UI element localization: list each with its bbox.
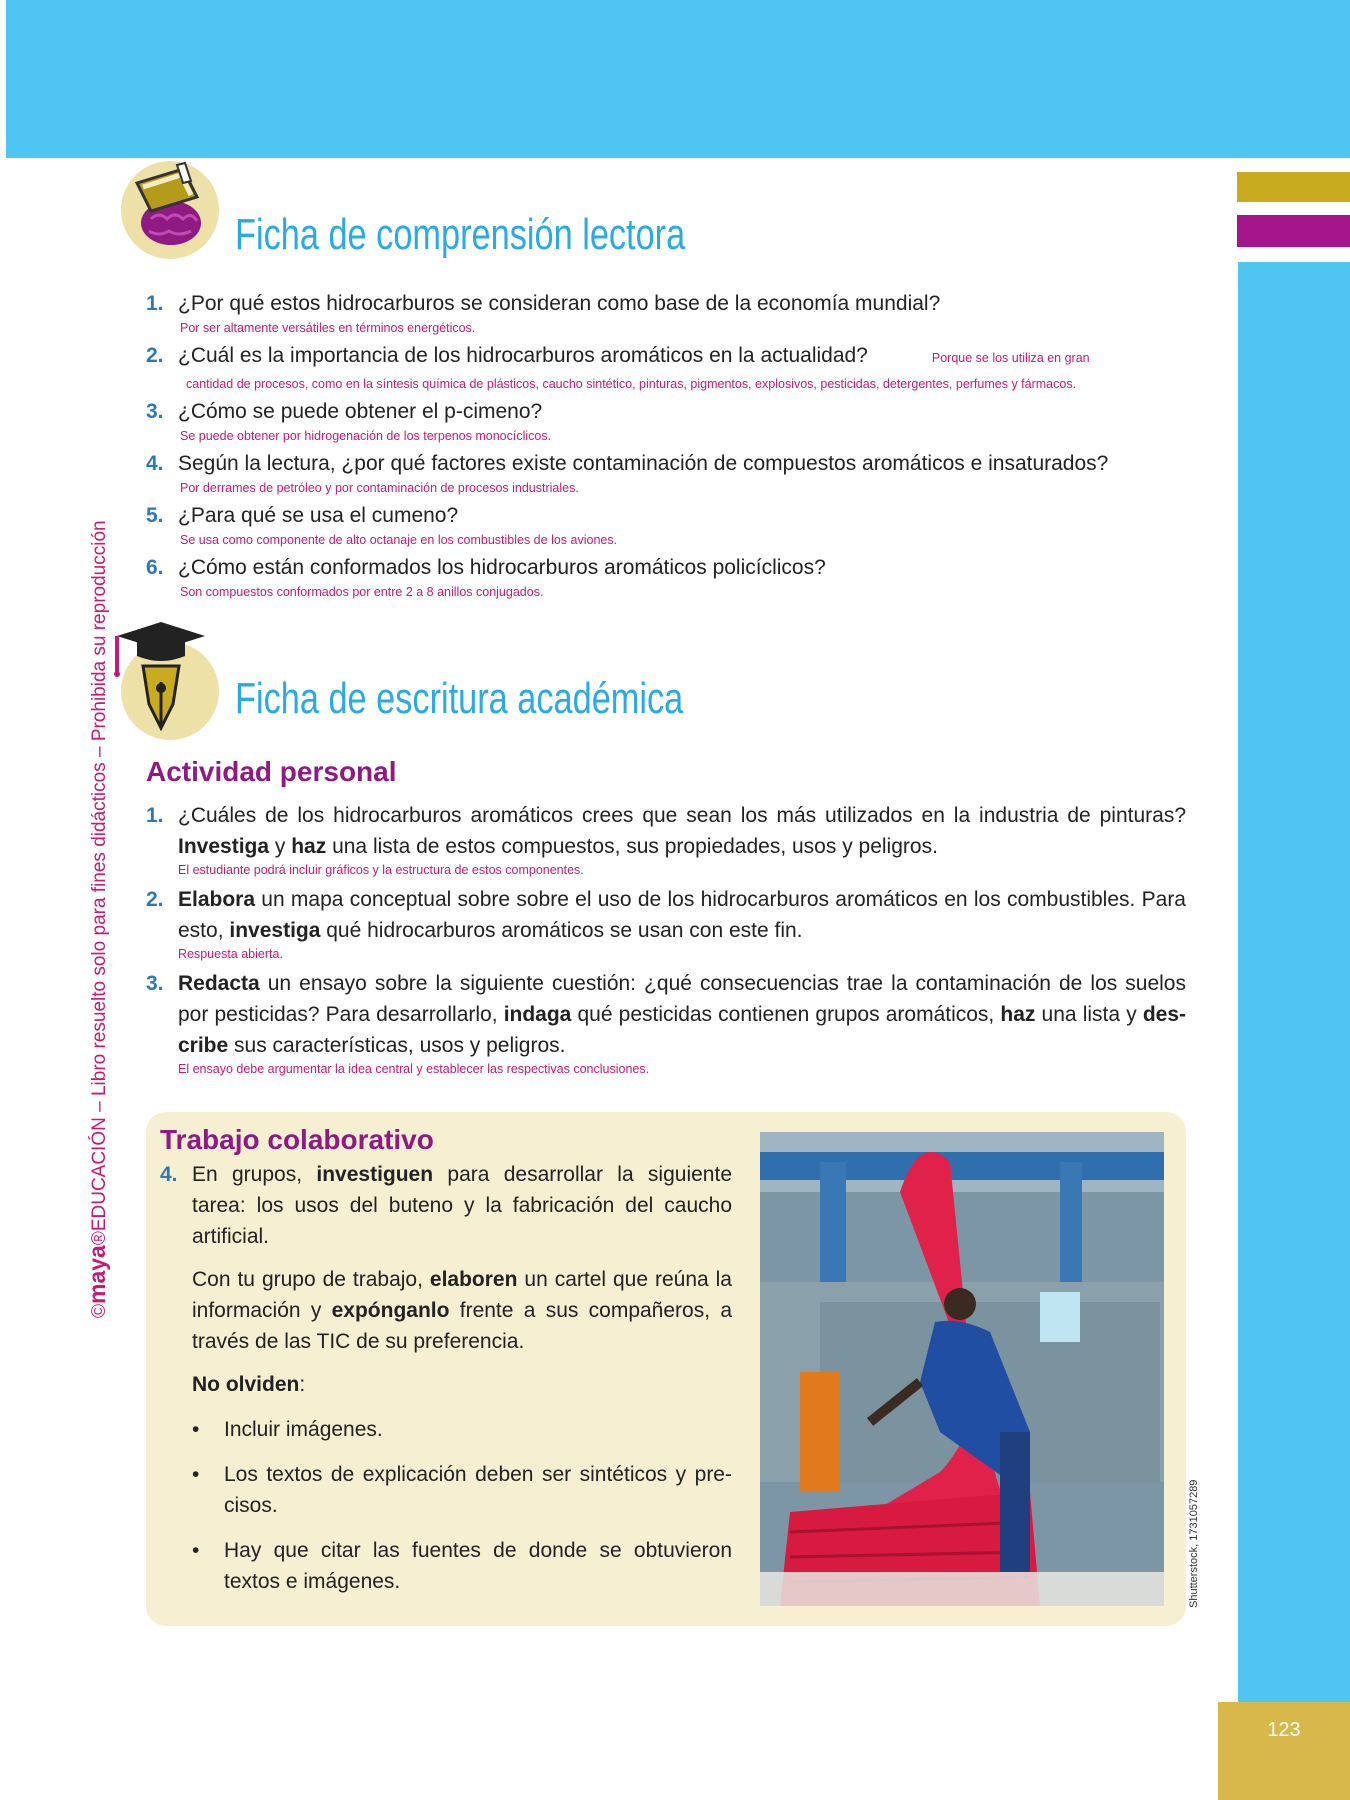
text-bold: elaboren	[429, 1268, 518, 1291]
brain-book-icon	[121, 161, 219, 259]
text-run: En grupos,	[192, 1163, 317, 1186]
text-bold: Investiga	[178, 835, 270, 858]
question-text: ¿Cómo se puede obtener el p-cimeno?	[178, 400, 543, 423]
question-item	[146, 292, 1186, 316]
activity-text	[178, 968, 1186, 1061]
question-item	[146, 400, 1186, 424]
list-item-text: Hay que citar las fuentes de donde se obtuvieron textos e imágenes.	[224, 1539, 732, 1593]
answer-text: El ensayo debe argumentar la idea central y establecer las respectivas conclusiones.	[178, 1062, 650, 1076]
list-item	[192, 1459, 732, 1521]
side-note-text: EDUCACIÓN – Libro resuelto solo para fines didácticos – Prohibida su reproducción	[89, 520, 110, 1232]
text-run: para desarrollar la siguiente tarea: los usos del buteno y la fabricación del caucho artificial.	[192, 1163, 732, 1248]
question-item	[146, 452, 1186, 476]
registered-symbol: ®	[89, 1231, 110, 1246]
header-band	[0, 0, 1350, 158]
header-edge	[0, 0, 6, 158]
text-bold: investiga	[229, 919, 321, 942]
text-bold: expónganlo	[331, 1299, 450, 1322]
text-run: un cartel que reúna la información y	[192, 1268, 732, 1322]
reminder-list	[192, 1414, 732, 1597]
subtitle-trabajo-colaborativo: Trabajo colaborativo	[160, 1124, 434, 1155]
answer-text: Se puede obtener por hidrogenación de los terpenos monocíclicos.	[180, 429, 552, 443]
page-number: 123	[1218, 1702, 1350, 1800]
collab-activity	[160, 1159, 732, 1597]
question-number: 2.	[146, 344, 164, 367]
question-text: ¿Para qué se usa el cumeno?	[178, 504, 459, 527]
text-run: sus características, usos y peligros.	[228, 1034, 566, 1057]
photo-credit: Shutterstock, 1731057289	[1188, 1479, 1200, 1608]
personal-activities	[146, 800, 1186, 1083]
question-text: ¿Cómo están conformados los hidrocarburos aromáticos policíclicos?	[178, 556, 826, 579]
text-run: qué pesticidas contienen grupos aromáticos,	[571, 1003, 1001, 1026]
text-run: :	[299, 1373, 306, 1396]
answer-text: Se usa como componente de alto octanaje en los combustibles de los aviones.	[180, 533, 618, 547]
list-item-text: Los textos de explicación deben ser sintéticos y precisos.	[224, 1463, 732, 1517]
text-run: qué hidrocarburos aromáticos se usan con este fin.	[320, 919, 803, 942]
collab-body	[192, 1159, 732, 1597]
collab-paragraph	[192, 1264, 732, 1357]
activity-number: 4.	[160, 1163, 178, 1186]
answer-text: El estudiante podrá incluir gráficos y la estructura de estos componentes.	[178, 863, 584, 877]
text-bold: haz	[1000, 1003, 1036, 1026]
brand-logo-text: maya	[84, 1245, 110, 1304]
gold-tab-marker	[1237, 172, 1350, 202]
list-item	[192, 1414, 732, 1445]
text-run: y	[269, 835, 292, 858]
question-text: Según la lectura, ¿por qué factores existe contaminación de compuestos aromáticos e insaturados?	[178, 452, 1109, 475]
text-bold: Elabora	[178, 888, 256, 911]
magenta-tab-marker	[1237, 215, 1350, 247]
text-bold: indaga	[503, 1003, 572, 1026]
question-item	[146, 344, 1186, 372]
question-number: 1.	[146, 292, 164, 315]
question-number: 4.	[146, 452, 164, 475]
text-run: Con tu grupo de trabajo,	[192, 1268, 430, 1291]
question-number: 3.	[146, 400, 164, 423]
answer-text: Por ser altamente versátiles en términos energéticos.	[180, 321, 476, 335]
answer-text: Son compuestos conformados por entre 2 a 8 anillos conjugados.	[180, 585, 544, 599]
text-run: una lista de estos compuestos, sus propiedades, usos y peligros.	[326, 835, 938, 858]
activity-number: 2.	[146, 888, 164, 911]
answer-text: Porque se los utiliza en gran	[931, 351, 1090, 365]
reminder-label	[192, 1369, 732, 1400]
question-text: ¿Cuál es la importancia de los hidrocarburos aromáticos en la actualidad?	[178, 344, 868, 367]
text-run: un ensayo sobre la siguiente cuestión: ¿qué consecuencias trae la contaminación de los suelos por pesticidas? Para desarrollarlo,	[178, 972, 1186, 1026]
activity-item	[146, 800, 1186, 862]
text-bold: No olviden	[192, 1373, 300, 1396]
collaborative-work-panel	[146, 1112, 1186, 1626]
right-sidebar-strip	[1238, 262, 1350, 1702]
section-title-escritura: Ficha de escritura académica	[235, 674, 684, 723]
bullet-icon: •	[192, 1463, 200, 1486]
list-item-text: Incluir imágenes.	[224, 1418, 383, 1441]
question-number: 5.	[146, 504, 164, 527]
question-text: ¿Por qué estos hidrocarburos se consideran como base de la economía mundial?	[178, 292, 941, 315]
text-run: un mapa conceptual sobre sobre el uso de los hidrocarburos aromáticos en los combustibles. Para esto,	[178, 888, 1186, 942]
text-bold: haz	[291, 835, 327, 858]
answer-text: Respuesta abierta.	[178, 947, 283, 961]
activity-number: 1.	[146, 804, 164, 827]
copyright-side-note	[84, 520, 111, 1318]
text-run: una lista y	[1035, 1003, 1143, 1026]
bullet-icon: •	[192, 1418, 200, 1441]
activity-text	[178, 884, 1186, 946]
activity-text	[178, 800, 1186, 862]
text-bold: describe	[178, 1003, 1187, 1057]
subtitle-actividad-personal: Actividad personal	[146, 756, 397, 787]
text-bold: investiguen	[316, 1163, 434, 1186]
copyright-symbol: ©	[89, 1304, 110, 1318]
bullet-icon: •	[192, 1539, 200, 1562]
question-item	[146, 556, 1186, 580]
collab-text	[160, 1124, 732, 1597]
question-item	[146, 504, 1186, 528]
text-run: ¿Cuáles de los hidrocarburos aromáticos crees que sean los más utilizados en la industria de pinturas?	[178, 804, 1186, 827]
answer-text: Por derrames de petróleo y por contaminación de procesos industriales.	[180, 481, 579, 495]
question-number: 6.	[146, 556, 164, 579]
list-item	[192, 1535, 732, 1597]
collab-paragraph	[192, 1159, 732, 1252]
answer-text: cantidad de procesos, como en la síntesis química de plásticos, caucho sintético, pinturas, pigmentos, explosivos, pesticidas, detergentes, perfumes y fármacos.	[186, 377, 1077, 391]
activity-number: 3.	[146, 972, 164, 995]
activity-item	[146, 968, 1186, 1061]
activity-item	[146, 884, 1186, 946]
text-bold: Redacta	[178, 972, 260, 995]
comprehension-questions	[146, 292, 1186, 608]
rubber-factory-photo	[760, 1132, 1164, 1606]
pen-graduation-cap-icon	[121, 642, 219, 740]
section-title-comprension: Ficha de comprensión lectora	[235, 210, 686, 259]
text-run: frente a sus compañeros, a través de las TIC de su preferencia.	[192, 1299, 733, 1353]
